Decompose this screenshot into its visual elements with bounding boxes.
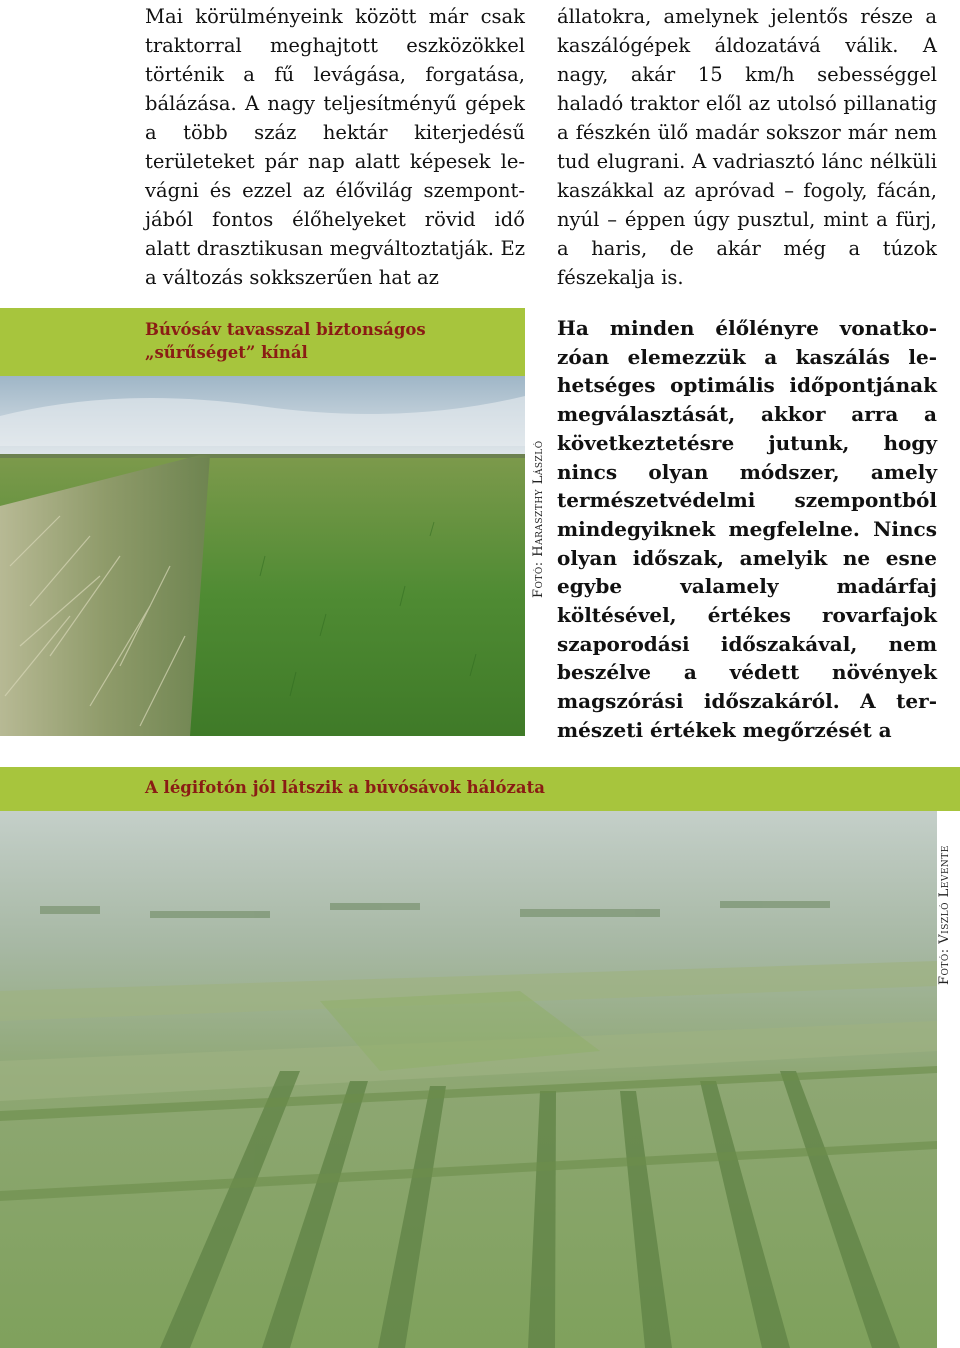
left-column-text [145, 2, 525, 292]
bold-paragraph: Ha minden élőlényre vonatkozóan elemezzük a kaszálás lehetséges optimális időpontjának megválasztását, akkor arra a következtetésre jutunk, hogy nincs olyan módszer, amely természetvédelmi szempontból mindegyiknek megfelelne. Nincs olyan időszak, amelyik ne esne egybe valamely madárfaj költésével, értékes rovarfajok szaporodási időszakával, nem beszélve a védett növények magszórási időszakáról. A természeti értékek megőrzését a [557, 316, 937, 742]
figure2-photo-credit: Fotó: Viszló Levente [937, 845, 952, 985]
figure1-caption-line2: „sűrűséget” kínál [145, 343, 308, 362]
bold-column-text [557, 314, 937, 745]
grass-strip-photo [0, 376, 525, 736]
right-paragraph: állatokra, amelynek jelentős része a kaszálógépek áldozatává válik. A nagy, akár 15 km/h sebességgel haladó traktor elől az utolsó pillanatig a fészkén ülő madár sokszor már nem tud elugrani. A vadriasztó lánc nélküli kaszákkal az apróvad – fogoly, fácán, nyúl – éppen úgy pusztul, mint a fürj, a haris, de akár még a túzok fészekalja is. [557, 5, 937, 289]
figure1-caption-line1: Búvósáv tavasszal biztonságos [145, 320, 426, 339]
left-paragraph: Mai körülményeink között már csak traktorral meghajtott eszközökkel történik a fű levágása, forgatása, bálázása. A nagy teljesítményű gépek a több száz hektár kiterjedésű területeket pár nap alatt képesek levágni és ezzel az élővilág szempontjából fontos élőhelyeket rövid idő alatt drasztikusan megváltoztatják. Ez a változás sokkszerűen hat az [145, 5, 525, 289]
figure2-caption: A légifotón jól látszik a búvósávok hálózata [145, 778, 545, 797]
aerial-photo [0, 811, 937, 1348]
figure1-caption [145, 318, 515, 364]
right-column-text [557, 2, 937, 292]
figure1-photo-credit: Fotó: Haraszthy László [531, 440, 546, 598]
